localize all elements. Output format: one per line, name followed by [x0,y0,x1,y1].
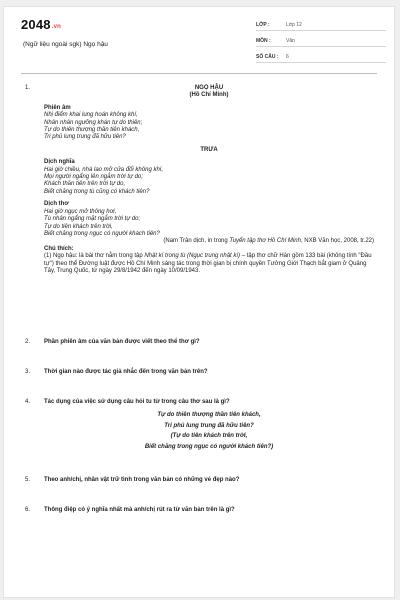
question-number: 2. [25,339,31,345]
meta-value: 6 [286,54,289,60]
note-label: Chú thích: [44,245,74,252]
meta-label: LỚP : [256,22,270,28]
question-number: 5. [25,477,31,483]
poem-line: (Tự do tiên khách trên trời, [170,433,248,439]
dich-nghia-label: Dịch nghĩa [44,159,75,166]
question-number: 1. [25,85,31,91]
poem-line: Tri phủ lung trung đã hữu tiên? [164,422,254,429]
question-number: 3. [25,369,31,375]
note-suffix: – tập thơ chữ Hán gồm 133 bài (không tính "Đầu tự") theo thể Đường luật được Hồ Chí Minh sáng tác trong thời gian bị chính quyền Tưởng Giới Thạch bắt giam ở Quảng Tây, Trung Quốc, từ ngày 29/8/1942 đến ngày 10/09/1943. [44,253,372,274]
question-number: 6. [25,507,31,513]
poem-author: (Hồ Chí Minh) [189,92,229,99]
phien-am-lines [44,112,374,142]
site-logo[interactable] [21,17,61,32]
poem-line: Biết chăng trong ngục có người khách tiên?) [144,443,274,450]
source-citation [44,238,374,245]
phien-am-label: Phiên âm [44,104,71,111]
document-title: (Ngữ liệu ngoài sgk) Ngọ hậu [23,41,108,48]
poem-line: Mọi người ngẩng lên ngắm trời tự do; [44,174,143,181]
question-text: Tác dụng của việc sử dụng câu hỏi tu từ trong câu thơ sau là gì? [44,399,230,405]
meta-value: Văn [286,38,295,44]
poem-line: Tự do thiên thượng thần tiên khách, [157,412,261,418]
meta-subject [256,33,386,47]
section-title: TRƯA [200,146,218,153]
logo-main: 2048 [21,17,51,32]
source-prefix: (Nam Trân dịch, in trong [163,238,230,245]
note-text [44,253,374,275]
dich-tho-lines [44,209,374,239]
poem-line: Nhân nhân ngưỡng khán tự do thiên; [44,119,143,126]
source-book: Tuyển tập thơ Hồ Chí Minh [229,238,301,245]
meta-label: MÔN : [256,38,271,44]
poem-line: Hai giờ ngục mở thông hơi, [44,208,117,215]
meta-class [256,17,386,31]
dich-tho-label: Dịch thơ [44,201,69,208]
poem-title: NGỌ HẬU [194,85,224,91]
poem-line: Tự do tiên khách trên trời, [44,223,113,230]
poem-line: Biết chăng trong tù cũng có khách tiên? [44,188,150,195]
passage [44,85,374,275]
worksheet-page [3,6,395,598]
poem-line: Tự do thiên thượng thần tiên khách, [44,127,140,134]
source-suffix: , NXB Văn học, 2008, tr.22) [300,238,374,245]
meta-value: Lớp 12 [286,22,302,28]
poem-line: Nhị điểm khai lung hoán không khí, [44,112,138,119]
meta-label: SỐ CÂU : [256,54,279,60]
header-divider [21,73,377,74]
question-text: Phần phiên âm của văn bản được viết theo thể thơ gì? [44,339,200,345]
question-text: Theo anh/chị, nhân vật trữ tình trong văn bản có những vẻ đẹp nào? [44,477,240,483]
dich-nghia-lines [44,167,374,197]
poem-line: Hai giờ chiều, nhà lao mở cửa đổi không khí, [44,166,164,173]
note-prefix: (1) Ngọ hậu: là bài thơ nằm trong tập [44,253,145,260]
question-poem [44,410,374,452]
question-number: 4. [25,399,31,405]
meta-question-count [256,49,386,63]
poem-line: Biết chăng trong ngục có người khách tiên? [44,230,160,237]
poem-line: Tri phủ lung trung đã hữu tiên? [44,134,126,141]
poem-line: Khách thần tiên trên trời tự do, [44,181,126,188]
logo-sub: .vn [51,24,62,30]
question-text: Thông điệp có ý nghĩa nhất mà anh/chị rút ra từ văn bản trên là gì? [44,507,235,513]
question-text: Thời gian nào được tác giả nhắc đến trong văn bản trên? [44,369,208,375]
poem-line: Tù nhân ngẩng mặt ngắm trời tự do; [44,216,141,223]
note-book: Nhật kí trong tù (Ngục trung nhật kí) [144,253,241,260]
